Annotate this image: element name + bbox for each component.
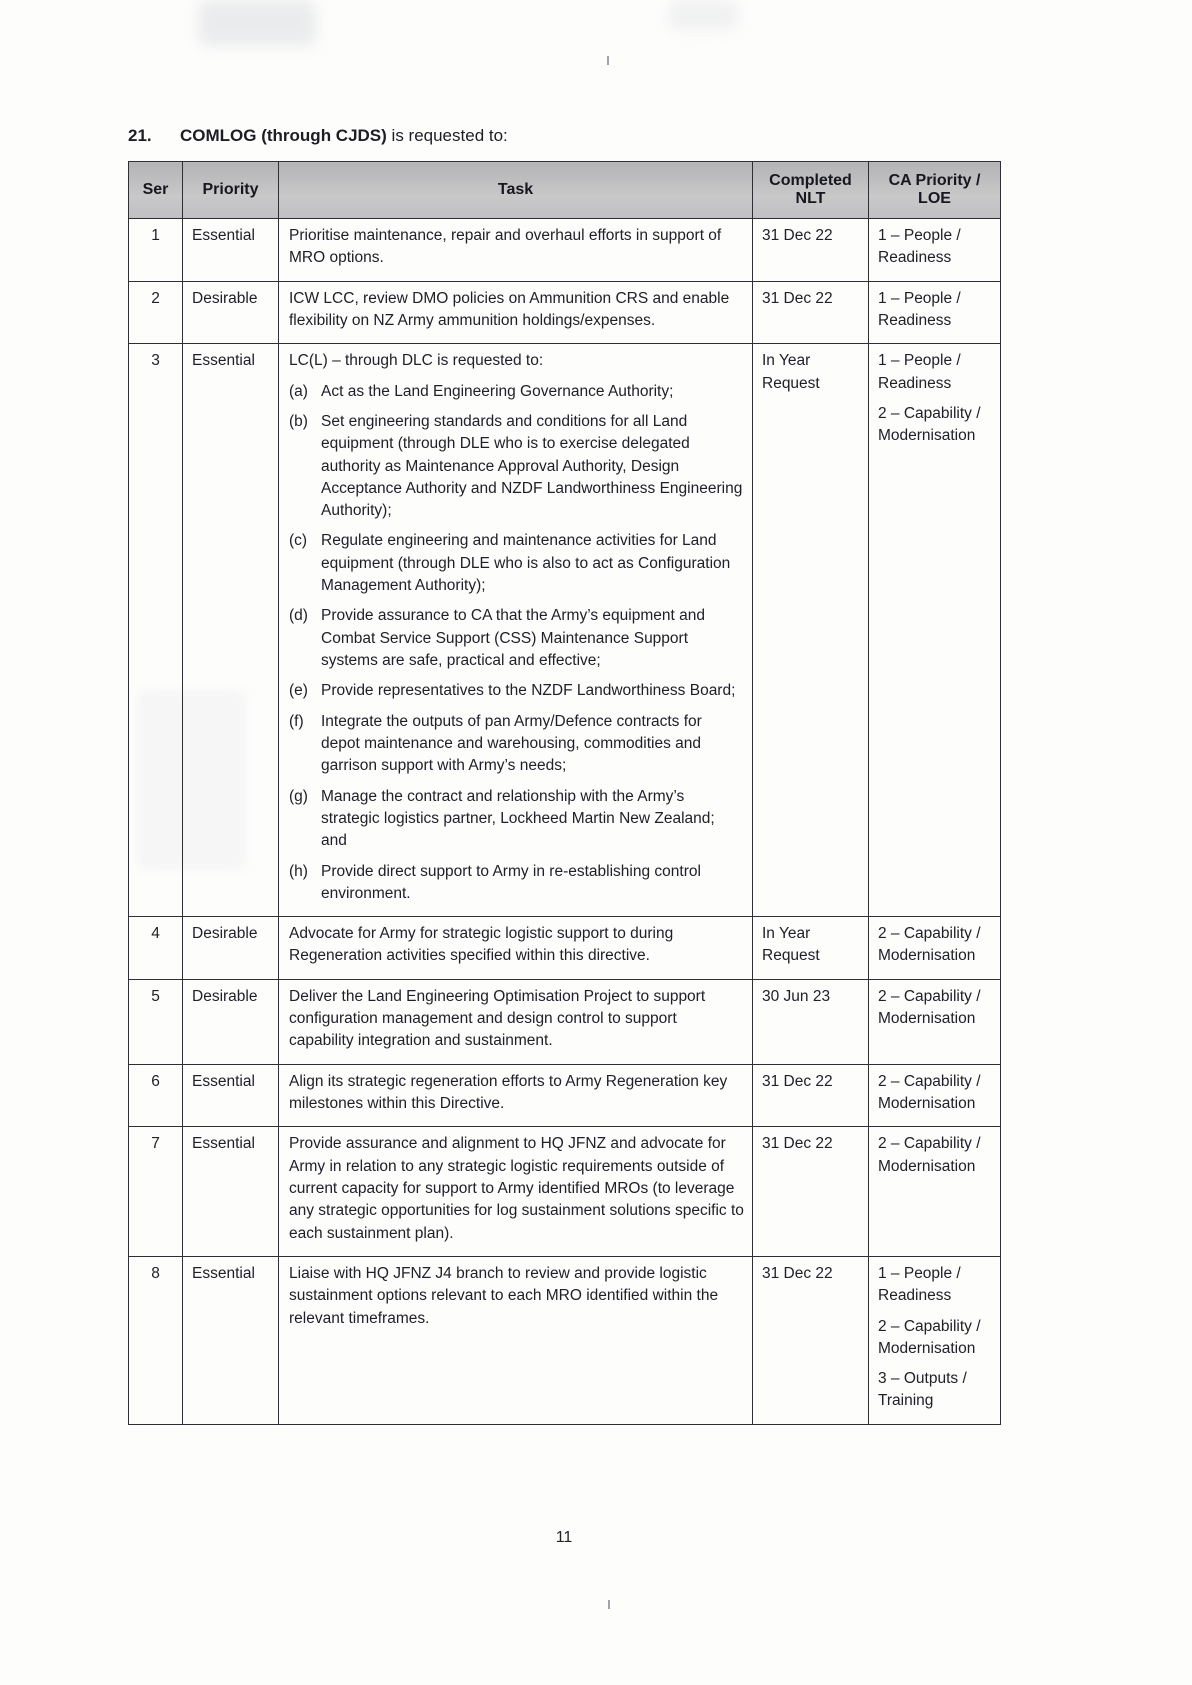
cell-priority: Desirable (183, 281, 279, 344)
scan-speck (608, 1600, 610, 1609)
header-task: Task (279, 162, 753, 219)
subitem-label: (h) (289, 862, 308, 880)
subitem-label: (f) (289, 712, 304, 730)
subitem-label: (d) (289, 607, 308, 625)
cell-ser: 6 (129, 1064, 183, 1127)
header-completed-nlt: Completed NLT (753, 162, 869, 219)
subitem-label: (g) (289, 787, 308, 805)
table-row (129, 1127, 1001, 1257)
task-text: Provide assurance and alignment to HQ JFNZ and advocate for Army in relation to any strategic logistic requirements outside of current capacity for support to Army identified MROs (to leverage any strategic opportunities for log sustainment solutions specific to each sustainment plan). (289, 1135, 744, 1242)
heading-rest-text: is requested to: (386, 126, 508, 145)
task-subitem (289, 411, 744, 523)
task-text: Deliver the Land Engineering Optimisation Project to support configuration management and design control to support capability integration and sustainment. (289, 987, 706, 1050)
subitem-label: (a) (289, 382, 308, 400)
cell-ser: 3 (129, 344, 183, 917)
cell-completed-nlt: 31 Dec 22 (753, 219, 869, 282)
table-row (129, 1256, 1001, 1424)
task-subitem (289, 711, 744, 778)
cell-priority: Essential (183, 219, 279, 282)
task-subitem (289, 605, 744, 672)
ca-priority-item: 1 – People / Readiness (878, 227, 961, 267)
task-text: Align its strategic regeneration efforts to Army Regeneration key milestones within this Directive. (289, 1072, 728, 1112)
cell-ca-priority (869, 1256, 1001, 1424)
task-text: Advocate for Army for strategic logistic support to during Regeneration activities specified within this directive. (289, 925, 674, 965)
subitem-label: (e) (289, 682, 308, 700)
subitem-text: Provide representatives to the NZDF Landworthiness Board; (321, 682, 736, 700)
task-subitem (289, 861, 744, 906)
header-ca-priority-loe: CA Priority / LOE (869, 162, 1001, 219)
ca-priority-item: 2 – Capability / Modernisation (878, 987, 981, 1028)
cell-task (279, 1064, 753, 1127)
cell-ca-priority (869, 1127, 1001, 1257)
subitem-text: Act as the Land Engineering Governance Authority; (321, 382, 674, 400)
paragraph-number: 21. (128, 126, 152, 145)
cell-ca-priority (869, 1064, 1001, 1127)
cell-ca-priority (869, 979, 1001, 1064)
task-text: ICW LCC, review DMO policies on Ammunition CRS and enable flexibility on NZ Army ammunition holdings/expenses. (289, 289, 730, 329)
table-row (129, 917, 1001, 980)
cell-task (279, 979, 753, 1064)
cell-completed-nlt: In Year Request (753, 917, 869, 980)
task-text: LC(L) – through DLC is requested to: (289, 352, 544, 370)
task-subitem (289, 530, 744, 597)
ca-priority-item: 2 – Capability / Modernisation (878, 925, 981, 965)
cell-completed-nlt: In Year Request (753, 344, 869, 917)
page-number: 11 (555, 1529, 573, 1546)
cell-ca-priority (869, 344, 1001, 917)
cell-ca-priority (869, 219, 1001, 282)
subitem-text: Provide direct support to Army in re-establishing control environment. (321, 862, 701, 902)
subitem-label: (b) (289, 412, 308, 430)
header-ser: Ser (129, 162, 183, 219)
cell-completed-nlt: 31 Dec 22 (753, 1064, 869, 1127)
ca-priority-item: 2 – Capability / Modernisation (878, 1072, 981, 1112)
cell-task (279, 1127, 753, 1257)
heading-bold-text: COMLOG (through CJDS) (180, 126, 387, 145)
ca-priority-item: 1 – People / Readiness (878, 289, 961, 329)
cell-completed-nlt: 30 Jun 23 (753, 979, 869, 1064)
task-subitem (289, 680, 744, 702)
task-table-body (129, 219, 1001, 1425)
subitem-text: Provide assurance to CA that the Army’s equipment and Combat Service Support (CSS) Maintenance Support systems are safe, practical and effective; (321, 607, 705, 669)
cell-ser: 5 (129, 979, 183, 1064)
cell-priority: Essential (183, 1256, 279, 1424)
cell-task (279, 281, 753, 344)
cell-ser: 2 (129, 281, 183, 344)
cell-priority: Essential (183, 1064, 279, 1127)
cell-task (279, 219, 753, 282)
document-content (128, 126, 1000, 1425)
table-row (129, 281, 1001, 344)
table-row (129, 979, 1001, 1064)
table-row (129, 344, 1001, 917)
scan-speck (607, 56, 609, 65)
header-priority: Priority (183, 162, 279, 219)
ca-priority-item: 1 – People / Readiness (878, 352, 961, 392)
subitem-text: Integrate the outputs of pan Army/Defence contracts for depot maintenance and warehousing, commodities and garrison support with Army’s needs; (321, 712, 702, 775)
ca-priority-item: 3 – Outputs / Training (878, 1370, 967, 1410)
cell-ser: 7 (129, 1127, 183, 1257)
table-row (129, 219, 1001, 282)
scan-smudge (668, 0, 738, 30)
task-text: Prioritise maintenance, repair and overhaul efforts in support of MRO options. (289, 227, 722, 267)
cell-ser: 1 (129, 219, 183, 282)
cell-completed-nlt: 31 Dec 22 (753, 1127, 869, 1257)
section-heading (128, 126, 1000, 146)
cell-task (279, 344, 753, 917)
cell-ser: 4 (129, 917, 183, 980)
cell-completed-nlt: 31 Dec 22 (753, 1256, 869, 1424)
ca-priority-item: 2 – Capability / Modernisation (878, 1135, 981, 1175)
cell-priority: Desirable (183, 917, 279, 980)
task-text: Liaise with HQ JFNZ J4 branch to review and provide logistic sustainment options relevant to each MRO identified within the relevant timeframes. (289, 1264, 719, 1327)
ca-priority-item: 2 – Capability / Modernisation (878, 1317, 981, 1357)
cell-priority: Desirable (183, 979, 279, 1064)
ca-priority-item: 1 – People / Readiness (878, 1264, 961, 1305)
scan-smudge (198, 0, 316, 46)
cell-task (279, 917, 753, 980)
table-row (129, 1064, 1001, 1127)
cell-ca-priority (869, 917, 1001, 980)
table-header-row (129, 162, 1001, 219)
subitem-text: Manage the contract and relationship with the Army’s strategic logistics partner, Lockheed Martin New Zealand; and (321, 787, 715, 850)
cell-task (279, 1256, 753, 1424)
cell-completed-nlt: 31 Dec 22 (753, 281, 869, 344)
cell-ca-priority (869, 281, 1001, 344)
subitem-text: Regulate engineering and maintenance activities for Land equipment (through DLE who is also to act as Configuration Management Authority); (321, 532, 731, 595)
task-subitem (289, 381, 744, 403)
subitem-text: Set engineering standards and conditions for all Land equipment (through DLE who is to exercise delegated authority as Maintenance Approval Authority, Design Acceptance Authority and NZDF Landworthiness Engineering Authority); (321, 412, 743, 520)
ca-priority-item: 2 – Capability / Modernisation (878, 404, 981, 445)
cell-priority: Essential (183, 344, 279, 917)
cell-priority: Essential (183, 1127, 279, 1257)
cell-ser: 8 (129, 1256, 183, 1424)
task-table (128, 161, 1001, 1425)
task-subitem (289, 786, 744, 853)
subitem-label: (c) (289, 532, 308, 550)
